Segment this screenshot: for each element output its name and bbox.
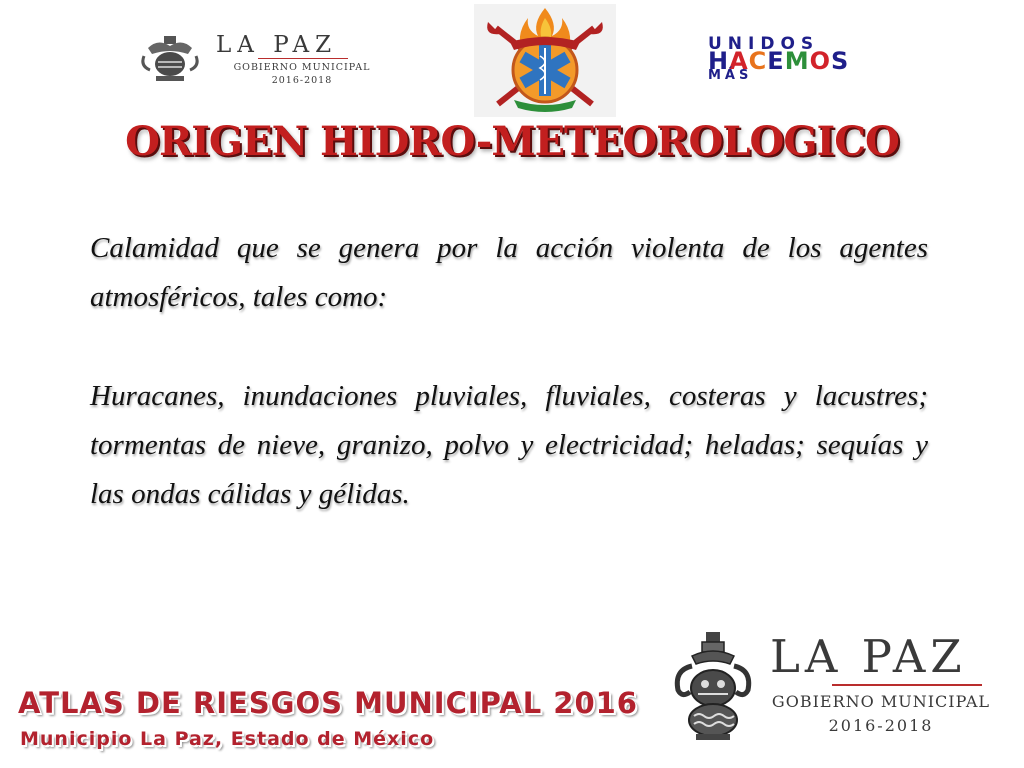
unidos-letter: A bbox=[729, 47, 749, 75]
unidos-letter: H bbox=[708, 47, 730, 75]
lapaz-logo-subtitle: GOBIERNO MUNICIPAL bbox=[771, 692, 991, 711]
lapaz-logo-subtitle: GOBIERNO MUNICIPAL bbox=[233, 62, 371, 73]
lapaz-logo-name: LA PAZ bbox=[216, 32, 338, 58]
lapaz-logo-years: 2016-2018 bbox=[271, 75, 333, 86]
unidos-hacemos-mas-logo bbox=[706, 34, 916, 82]
unidos-logo-line1: UNIDOS bbox=[708, 34, 820, 54]
unidos-letter: C bbox=[748, 47, 768, 75]
civil-protection-emblem bbox=[474, 4, 616, 117]
unidos-letter: S bbox=[831, 47, 850, 75]
lapaz-glyph-icon bbox=[672, 630, 754, 742]
unidos-letter: E bbox=[767, 47, 785, 75]
lapaz-glyph-icon bbox=[138, 34, 202, 84]
lapaz-logo-rule bbox=[832, 684, 982, 686]
lapaz-logo-rule bbox=[258, 58, 348, 59]
lapaz-logo-footer bbox=[672, 626, 1002, 746]
lapaz-logo-header bbox=[138, 32, 388, 84]
unidos-logo-line3: MÁS bbox=[708, 68, 753, 83]
footer-municipality: Municipio La Paz, Estado de México bbox=[20, 728, 435, 750]
examples-paragraph: Huracanes, inundaciones pluviales, fluviales, costeras y lacustres; tormentas de nieve, granizo, polvo y electricidad; heladas; sequías y las ondas cálidas y gélidas. bbox=[90, 380, 928, 510]
unidos-letter: M bbox=[784, 47, 810, 75]
lapaz-logo-years: 2016-2018 bbox=[828, 716, 934, 735]
star-of-life-icon bbox=[474, 4, 616, 117]
lapaz-logo-name: LA PAZ bbox=[770, 630, 967, 683]
definition-paragraph: Calamidad que se genera por la acción violenta de los agentes atmosféricos, tales como: bbox=[90, 232, 928, 313]
slide-title: ORIGEN HIDRO-METEOROLOGICO bbox=[125, 118, 899, 165]
unidos-letter: O bbox=[809, 47, 831, 75]
footer-atlas-title: ATLAS DE RIESGOS MUNICIPAL 2016 bbox=[18, 686, 638, 720]
